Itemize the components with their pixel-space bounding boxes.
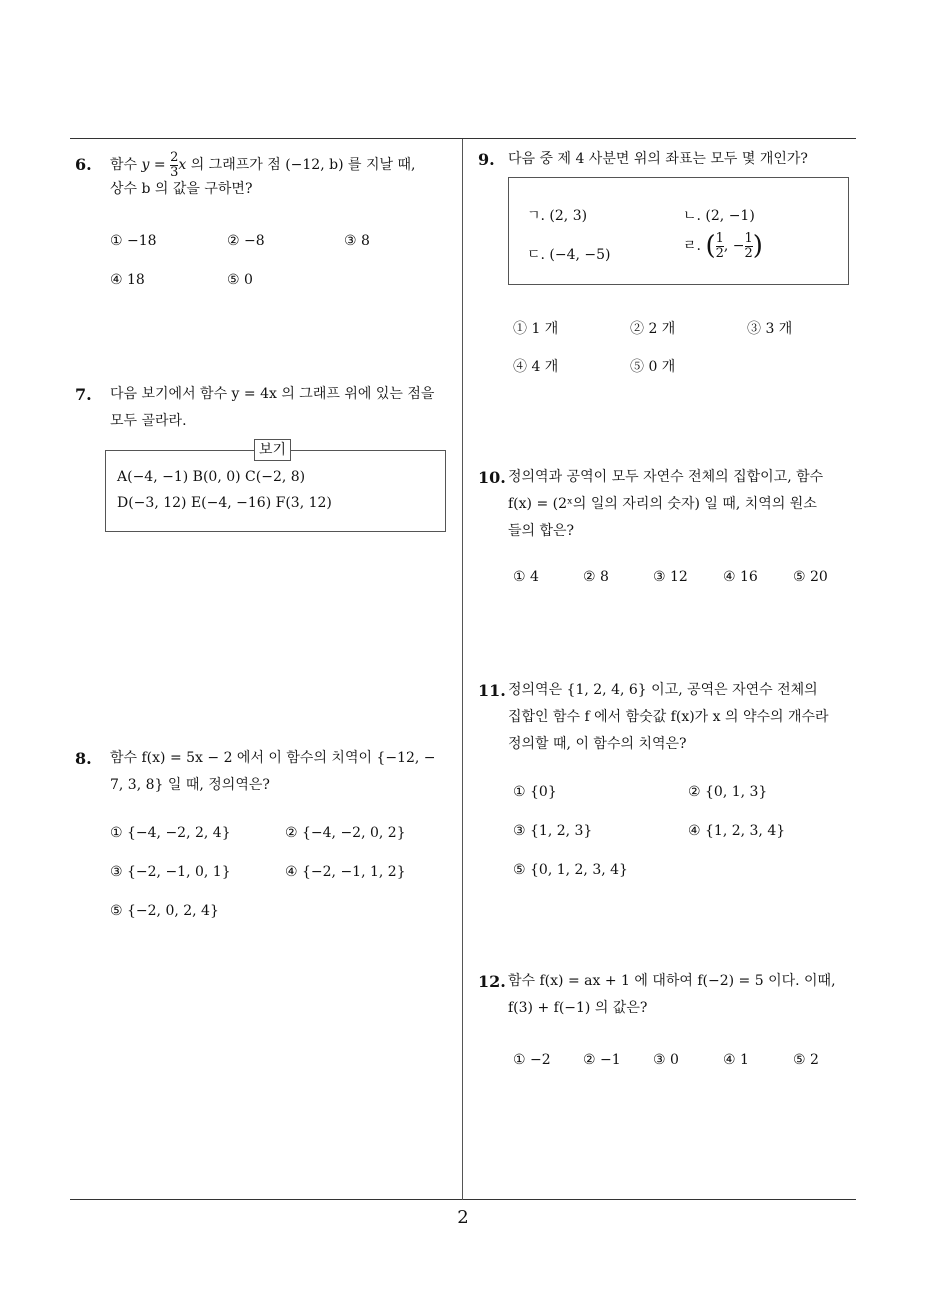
question-number: 10.	[478, 468, 506, 487]
choice-5[interactable]: ⑤ 0 개	[630, 359, 676, 375]
footer-rule	[70, 1199, 856, 1200]
question-stem-line2: 모두 골라라.	[110, 413, 187, 429]
choice-2[interactable]: ② {−4, −2, 0, 2}	[285, 825, 406, 841]
fraction: $\frac{2}{3}$	[170, 150, 179, 180]
column-divider	[462, 139, 463, 1200]
choice-5[interactable]: ⑤ 0	[227, 272, 253, 288]
choice-2[interactable]: ② 8	[583, 569, 609, 585]
choice-3[interactable]: ③ {1, 2, 3}	[513, 823, 593, 839]
choice-5[interactable]: ⑤ {−2, 0, 2, 4}	[110, 903, 219, 919]
question-6	[75, 151, 460, 203]
item-c: ㄷ. (−4, −5)	[527, 247, 611, 263]
question-11	[478, 677, 863, 758]
item-a: ㄱ. (2, 3)	[527, 208, 588, 224]
question-12	[478, 968, 863, 1022]
question-stem-line3: 정의할 때, 이 함수의 치역은?	[508, 736, 687, 752]
question-number: 8.	[75, 749, 92, 768]
choice-3[interactable]: ③ 3 개	[747, 321, 793, 337]
choice-3[interactable]: ③ {−2, −1, 0, 1}	[110, 864, 231, 880]
example-line-1: A(−4, −1) B(0, 0) C(−2, 8)	[117, 469, 306, 485]
choice-4[interactable]: ④ {−2, −1, 1, 2}	[285, 864, 406, 880]
choice-1[interactable]: ① 4	[513, 569, 539, 585]
choice-2[interactable]: ② −8	[227, 233, 265, 249]
fraction: $\frac{1}{2}$	[744, 231, 753, 261]
question-stem: 함수 f(x) = 5x − 2 에서 이 함수의 치역이 {−12, −	[110, 750, 436, 766]
choice-5[interactable]: ⑤ {0, 1, 2, 3, 4}	[513, 862, 628, 878]
question-stem: 함수 y = $\frac{2}{3}$ x 의 그래프가 점 (−12, b) 를 지날 때,	[110, 150, 416, 180]
item-b: ㄴ. (2, −1)	[683, 208, 755, 224]
example-box-label: 보기	[254, 439, 291, 461]
example-box	[105, 450, 446, 532]
question-stem: 다음 보기에서 함수 y = 4x 의 그래프 위에 있는 점을	[110, 386, 435, 402]
choice-5[interactable]: ⑤ 20	[793, 569, 828, 585]
choice-4[interactable]: ④ 1	[723, 1052, 749, 1068]
page-number: 2	[457, 1207, 469, 1228]
choice-3[interactable]: ③ 12	[653, 569, 688, 585]
choice-1[interactable]: ① 1 개	[513, 321, 559, 337]
choice-4[interactable]: ④ 4 개	[513, 359, 559, 375]
choice-5[interactable]: ⑤ 2	[793, 1052, 819, 1068]
choice-2[interactable]: ② 2 개	[630, 321, 676, 337]
question-number: 6.	[75, 155, 92, 174]
question-7	[75, 381, 460, 435]
choice-4[interactable]: ④ {1, 2, 3, 4}	[688, 823, 786, 839]
question-8	[75, 745, 460, 799]
question-stem-line2: 집합인 함수 f 에서 함숫값 f(x)가 x 의 약수의 개수라	[508, 709, 829, 725]
choice-3[interactable]: ③ 0	[653, 1052, 679, 1068]
header-rule	[70, 138, 856, 139]
question-stem: 정의역은 {1, 2, 4, 6} 이고, 공역은 자연수 전체의	[508, 682, 818, 698]
question-stem-line2: f(3) + f(−1) 의 값은?	[508, 1000, 648, 1016]
choice-4[interactable]: ④ 16	[723, 569, 758, 585]
question-stem-line3: 들의 합은?	[508, 523, 575, 539]
question-number: 11.	[478, 681, 506, 700]
choice-1[interactable]: ① −18	[110, 233, 157, 249]
question-number: 7.	[75, 385, 92, 404]
items-box	[508, 177, 849, 285]
choice-3[interactable]: ③ 8	[344, 233, 370, 249]
choice-1[interactable]: ① −2	[513, 1052, 551, 1068]
question-10	[478, 464, 863, 545]
question-stem-line2: 7, 3, 8} 일 때, 정의역은?	[110, 777, 270, 793]
choice-2[interactable]: ② {0, 1, 3}	[688, 784, 768, 800]
question-stem: 정의역과 공역이 모두 자연수 전체의 집합이고, 함수	[508, 469, 824, 485]
question-stem-line2: 상수 b 의 값을 구하면?	[110, 181, 253, 198]
fraction: $\frac{1}{2}$	[715, 231, 724, 261]
question-9	[478, 146, 863, 173]
example-line-2: D(−3, 12) E(−4, −16) F(3, 12)	[117, 495, 332, 511]
question-number: 12.	[478, 972, 506, 991]
choice-1[interactable]: ① {0}	[513, 784, 557, 800]
question-stem: 함수 f(x) = ax + 1 에 대하여 f(−2) = 5 이다. 이때,	[508, 973, 836, 989]
item-d: ㄹ. ( $\frac{1}{2}$ , − $\frac{1}{2}$ )	[683, 231, 763, 262]
choice-2[interactable]: ② −1	[583, 1052, 621, 1068]
question-number: 9.	[478, 150, 495, 169]
question-stem-line2: f(x) = (2ˣ의 일의 자리의 숫자) 일 때, 치역의 원소	[508, 496, 817, 512]
question-stem: 다음 중 제 4 사분면 위의 좌표는 모두 몇 개인가?	[508, 151, 808, 167]
choice-1[interactable]: ① {−4, −2, 2, 4}	[110, 825, 231, 841]
choice-4[interactable]: ④ 18	[110, 272, 145, 288]
